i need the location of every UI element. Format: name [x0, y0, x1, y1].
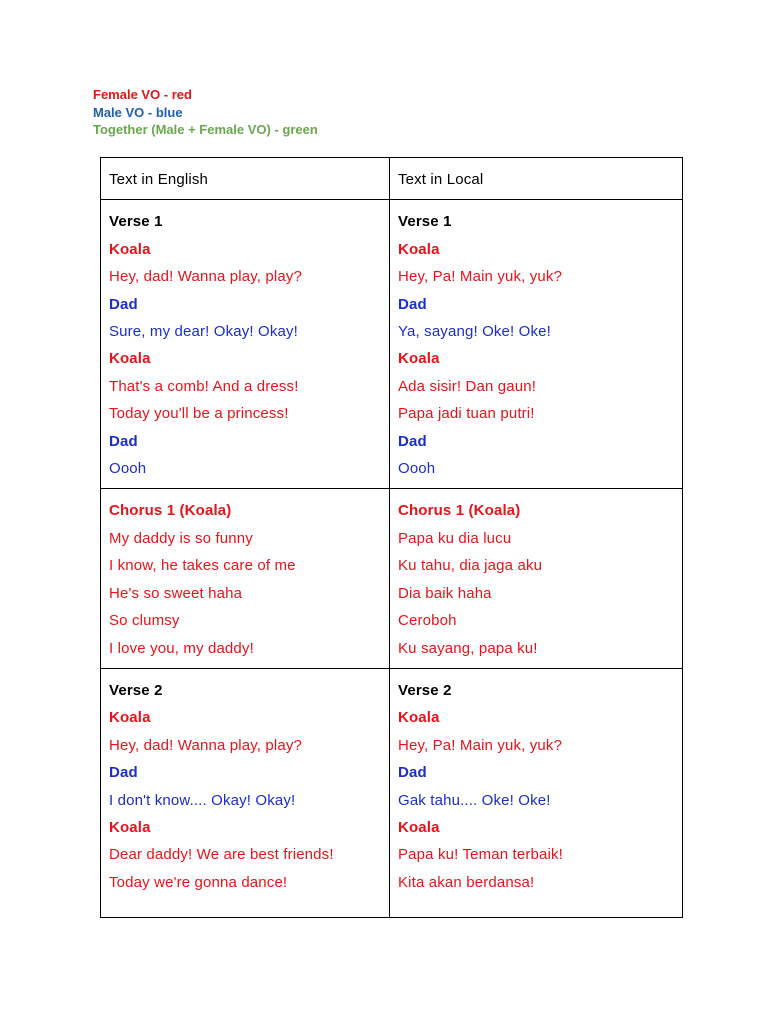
speaker-label: Koala [109, 818, 151, 836]
cell-chorus-1-english [101, 489, 390, 668]
speaker-label: Koala [398, 240, 440, 258]
lyric-line: Ku sayang, papa ku! [398, 639, 538, 657]
speaker-label: Dad [109, 432, 138, 450]
section-heading: Verse 1 [398, 213, 452, 231]
lyric-line: Kita akan berdansa! [398, 873, 535, 891]
speaker-label: Dad [398, 432, 427, 450]
cell-verse-1-english [101, 200, 390, 489]
section-heading: Verse 2 [398, 681, 452, 699]
speaker-label: Koala [398, 818, 440, 836]
table-row-chorus-1 [101, 489, 683, 668]
lyric-line: I love you, my daddy! [109, 639, 254, 657]
lyric-line: Today we're gonna dance! [109, 873, 288, 891]
lyric-line: I know, he takes care of me [109, 557, 296, 575]
legend-female-vo: Female VO - red [93, 87, 192, 102]
speaker-label: Dad [398, 764, 427, 782]
speaker-label: Dad [109, 764, 138, 782]
cell-verse-2-local [390, 668, 683, 917]
speaker-label: Koala [398, 709, 440, 727]
cell-chorus-1-local [390, 489, 683, 668]
lyric-line: He's so sweet haha [109, 584, 243, 602]
legend-male-vo: Male VO - blue [93, 104, 183, 120]
speaker-label: Dad [398, 295, 427, 313]
lyric-line: Dear daddy! We are best friends! [109, 846, 334, 864]
lyric-line: I don't know.... Okay! Okay! [109, 791, 296, 809]
lyric-line: Dia baik haha [398, 584, 492, 602]
section-heading: Verse 2 [109, 681, 163, 699]
speaker-label: Koala [109, 240, 151, 258]
lyric-line: My daddy is so funny [109, 529, 253, 547]
header-text-in-local: Text in Local [390, 158, 683, 200]
legend-together-vo: Together (Male + Female VO) - green [93, 122, 318, 137]
lyric-line: Sure, my dear! Okay! Okay! [109, 323, 298, 341]
lyric-line: Ku tahu, dia jaga aku [398, 557, 543, 575]
section-heading: Chorus 1 (Koala) [398, 502, 521, 520]
lyric-line: That's a comb! And a dress! [109, 377, 299, 395]
lyric-line: Papa jadi tuan putri! [398, 405, 535, 423]
lyrics-table [100, 157, 683, 918]
table-header-row [101, 158, 683, 200]
speaker-label: Koala [109, 350, 151, 368]
lyric-line: Hey, Pa! Main yuk, yuk? [398, 268, 563, 286]
lyric-line: Hey, Pa! Main yuk, yuk? [398, 736, 563, 754]
cell-verse-2-english [101, 668, 390, 917]
speaker-label: Koala [398, 350, 440, 368]
table-row-verse-2 [101, 668, 683, 917]
section-heading: Verse 1 [109, 213, 163, 231]
section-heading: Chorus 1 (Koala) [109, 502, 232, 520]
lyric-line: Today you'll be a princess! [109, 405, 289, 423]
lyric-line: So clumsy [109, 612, 180, 630]
lyric-line: Hey, dad! Wanna play, play? [109, 268, 303, 286]
header-text-in-english: Text in English [101, 158, 390, 200]
lyric-line: Papa ku dia lucu [398, 529, 512, 547]
lyric-line: Hey, dad! Wanna play, play? [109, 736, 303, 754]
cell-verse-1-local [390, 200, 683, 489]
table-row-verse-1 [101, 200, 683, 489]
speaker-label: Koala [109, 709, 151, 727]
lyric-line: Oooh [398, 460, 436, 478]
lyric-line: Oooh [109, 460, 147, 478]
lyric-line: Ceroboh [398, 612, 457, 630]
lyric-line: Gak tahu.... Oke! Oke! [398, 791, 551, 809]
color-legend [93, 86, 318, 139]
lyric-line: Papa ku! Teman terbaik! [398, 846, 563, 864]
speaker-label: Dad [109, 295, 138, 313]
lyric-line: Ya, sayang! Oke! Oke! [398, 323, 551, 341]
lyric-line: Ada sisir! Dan gaun! [398, 377, 537, 395]
